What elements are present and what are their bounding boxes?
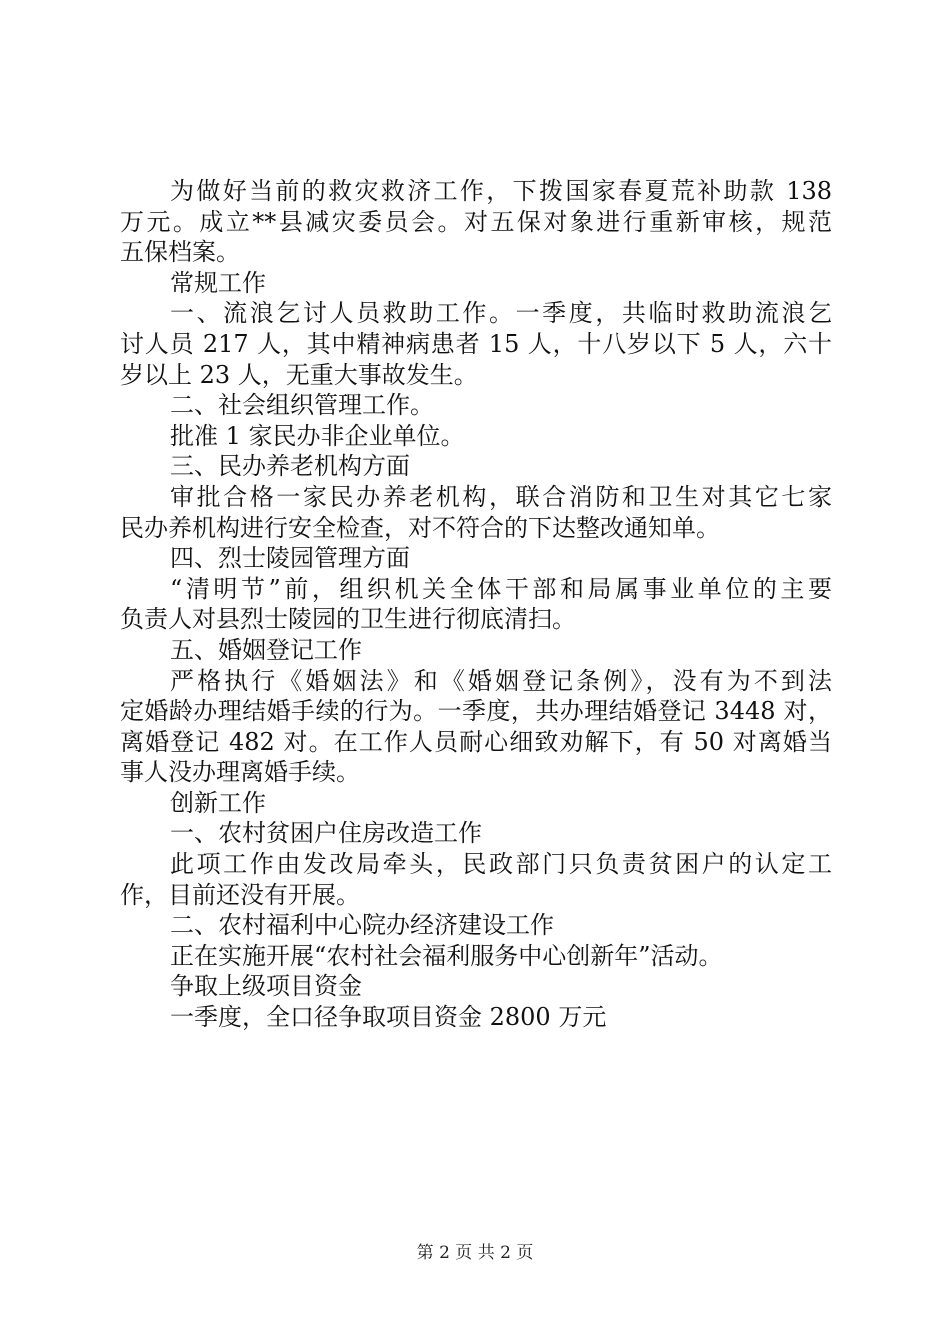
paragraph-line: 离婚登记 482 对。在工作人员耐心细致劝解下，有 50 对离婚当: [120, 727, 832, 756]
paragraph-line: 负责人对县烈士陵园的卫生进行彻底清扫。: [120, 605, 576, 634]
paragraph-line: 事人没办理离婚手续。: [120, 758, 360, 787]
paragraph-line: 岁以上 23 人，无重大事故发生。: [120, 360, 478, 389]
document-body: [120, 176, 832, 1033]
paragraph-line: 民办养机构进行安全检查，对不符合的下达整改通知单。: [120, 513, 720, 542]
subsection-heading: 五、婚姻登记工作: [170, 635, 362, 664]
paragraph-line: 批准 1 家民办非企业单位。: [170, 421, 465, 450]
paragraph-line: 审批合格一家民办养老机构，联合消防和卫生对其它七家: [170, 482, 832, 511]
subsection-heading: 一、农村贫困户住房改造工作: [170, 819, 482, 848]
paragraph-line: 一、流浪乞讨人员救助工作。一季度，共临时救助流浪乞: [170, 299, 832, 328]
paragraph-line: 为做好当前的救灾救济工作，下拨国家春夏荒补助款 138: [170, 177, 832, 205]
paragraph-line: 正在实施开展“农村社会福利服务中心创新年”活动。: [170, 941, 723, 970]
paragraph-line: 五保档案。: [120, 238, 240, 267]
paragraph-line: 此项工作由发改局牵头，民政部门只负责贫困户的认定工: [170, 850, 832, 879]
section-heading: 常规工作: [170, 268, 266, 297]
subsection-heading: 二、农村福利中心院办经济建设工作: [170, 911, 554, 940]
paragraph-line: 一季度，全口径争取项目资金 2800 万元: [170, 1003, 607, 1032]
paragraph-line: “清明节”前，组织机关全体干部和局属事业单位的主要: [170, 574, 832, 603]
section-heading: 创新工作: [170, 788, 266, 817]
page-footer: 第 2 页 共 2 页: [416, 1243, 534, 1263]
section-heading: 争取上级项目资金: [170, 972, 362, 1001]
subsection-heading: 二、社会组织管理工作。: [170, 391, 434, 420]
subsection-heading: 三、民办养老机构方面: [170, 452, 410, 481]
paragraph-line: 作，目前还没有开展。: [120, 880, 360, 909]
paragraph-line: 严格执行《婚姻法》和《婚姻登记条例》，没有为不到法: [170, 666, 832, 695]
paragraph-line: 定婚龄办理结婚手续的行为。一季度，共办理结婚登记 3448 对，: [120, 697, 832, 726]
subsection-heading: 四、烈士陵园管理方面: [170, 544, 410, 573]
paragraph-line: 讨人员 217 人，其中精神病患者 15 人，十八岁以下 5 人，六十: [120, 329, 832, 358]
paragraph-line: 万元。成立**县减灾委员会。对五保对象进行重新审核，规范: [120, 207, 832, 236]
